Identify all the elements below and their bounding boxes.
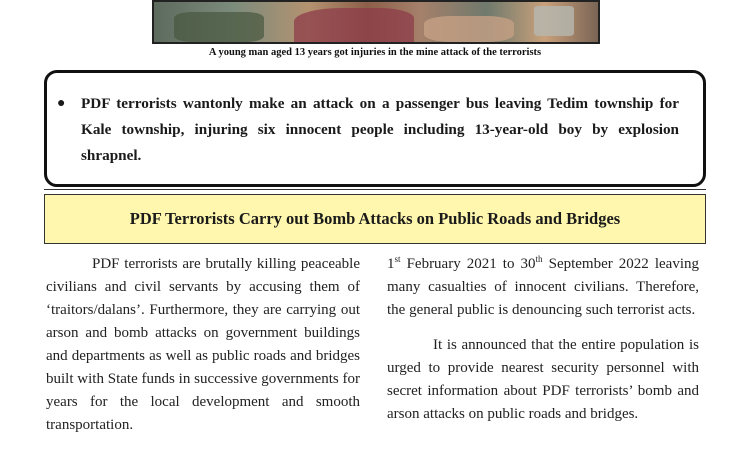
section-heading: [44, 194, 706, 244]
right-paragraph-2: It is announced that the entire population is urged to provide nearest security personnel with secret information about PDF terrorists’ bomb and arson attacks on public roads and bridges.: [387, 337, 699, 422]
date-start-rest: February 2021 to 30: [400, 256, 536, 272]
bullet-list: [57, 91, 679, 169]
right-column: [387, 253, 699, 426]
photo-region: [294, 8, 414, 42]
section-divider: [44, 189, 706, 190]
section-heading-text: PDF Terrorists Carry out Bomb Attacks on Public Roads and Bridges: [129, 209, 621, 228]
highlight-box: [44, 70, 706, 187]
left-column: [46, 253, 360, 437]
right-paragraph-1: [387, 253, 699, 322]
injury-photo: [152, 0, 600, 44]
bullet-item: [57, 91, 679, 169]
photo-region: [174, 12, 264, 42]
bullet-dot-icon: ●: [57, 96, 66, 111]
photo-region: [534, 6, 574, 36]
photo-region: [424, 16, 514, 42]
bullet-text: PDF terrorists wantonly make an attack on a passenger bus leaving Tedim township for Kale township, injuring six innocent people including 13-year-old boy by explosion shrapnel.: [81, 95, 679, 164]
date-end-suffix: th: [535, 254, 543, 264]
photo-caption: A young man aged 13 years got injuries in the mine attack of the terrorists: [208, 47, 542, 58]
date-start-day: 1: [387, 256, 395, 272]
date-start-suffix: st: [394, 254, 401, 264]
left-paragraph: PDF terrorists are brutally killing peaceable civilians and civil servants by accusing them of ‘traitors/dalans’. Furthermore, they are carrying out arson and bomb attacks on government buildings and departments as well as public roads and bridges built with State funds in successive governments for years for the local development and smooth transportation.: [46, 256, 360, 433]
paragraph1-rest: September 2022 leaving many casualties of innocent civilians. Therefore, the general public is denouncing such terrorist acts.: [387, 256, 699, 318]
